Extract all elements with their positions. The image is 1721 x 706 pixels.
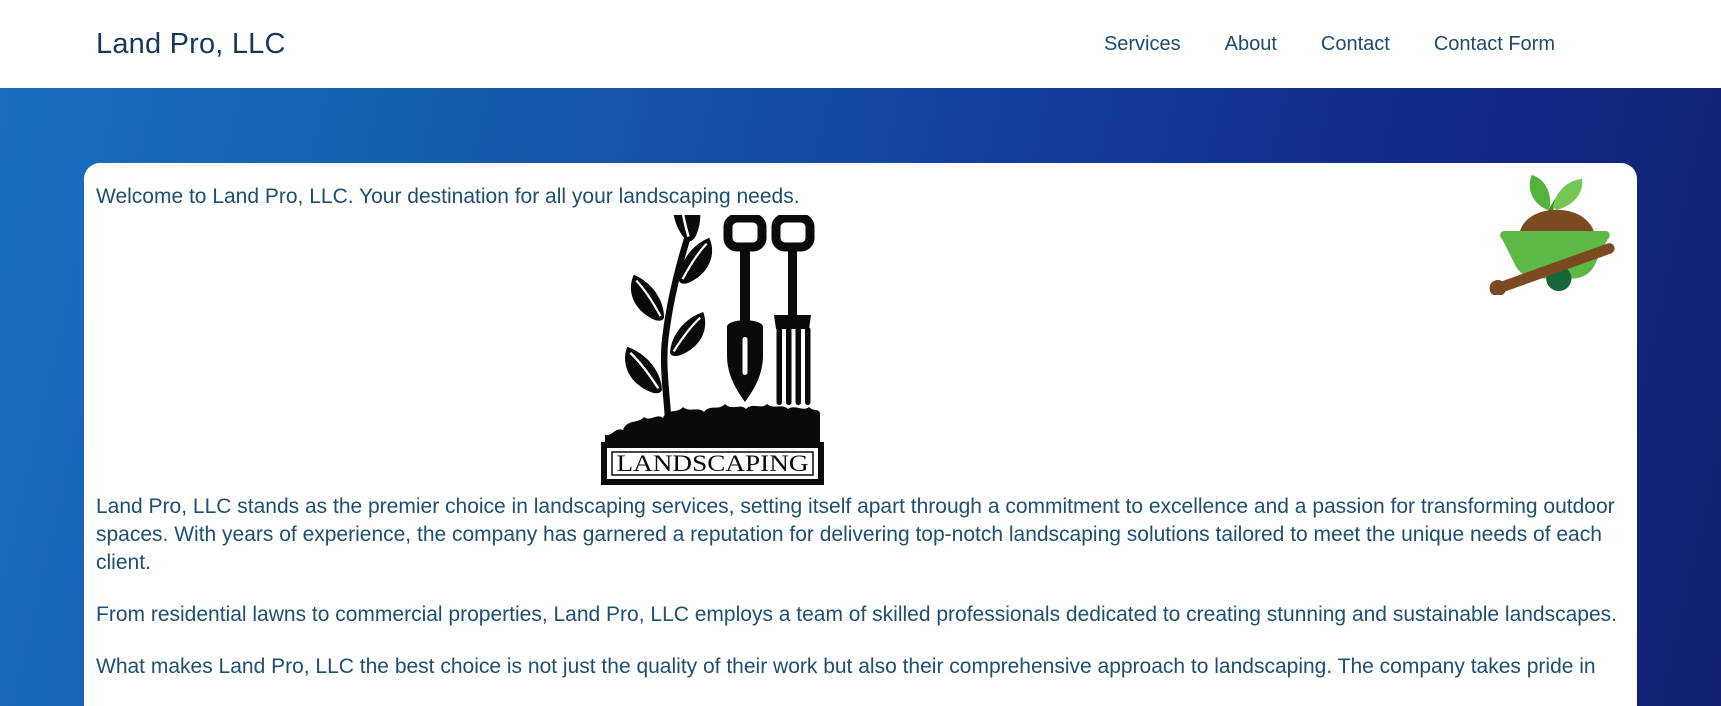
welcome-text: Welcome to Land Pro, LLC. Your destination for all your landscaping needs. xyxy=(96,185,800,208)
landscaping-logo-caption: LANDSCAPING xyxy=(616,451,809,476)
content-card xyxy=(84,163,1637,706)
nav-link-contact-form[interactable]: Contact Form xyxy=(1433,32,1555,55)
shovel-icon xyxy=(727,218,763,402)
soil-mound xyxy=(605,404,820,447)
brand-title[interactable]: Land Pro, LLC xyxy=(96,27,286,60)
nav-link-contact[interactable]: Contact xyxy=(1320,32,1390,55)
nav-link-services[interactable]: Services xyxy=(1103,32,1181,55)
nav-link-about[interactable]: About xyxy=(1224,32,1277,55)
landscaping-logo-wrap xyxy=(600,215,825,485)
hero-section xyxy=(0,88,1721,706)
landscaping-logo xyxy=(600,215,825,485)
garden-fork-icon xyxy=(774,218,811,405)
about-paragraph-1: Land Pro, LLC stands as the premier choice in landscaping services, setting itself apart through a commitment to excellence and a passion for transforming outdoor spaces. With years of experience, the company has garnered a reputation for delivering top-notch landscaping solutions tailored to meet the unique needs of each client. xyxy=(96,495,1615,574)
site-header xyxy=(0,0,1721,88)
about-paragraph-3: What makes Land Pro, LLC the best choice is not just the quality of their work but also their comprehensive approach to landscaping. The company takes pride in xyxy=(96,655,1596,678)
main-nav xyxy=(1104,33,1555,56)
about-paragraph-2: From residential lawns to commercial properties, Land Pro, LLC employs a team of skilled professionals dedicated to creating stunning and sustainable landscapes. xyxy=(96,603,1617,626)
wheelbarrow-icon xyxy=(1483,169,1623,295)
